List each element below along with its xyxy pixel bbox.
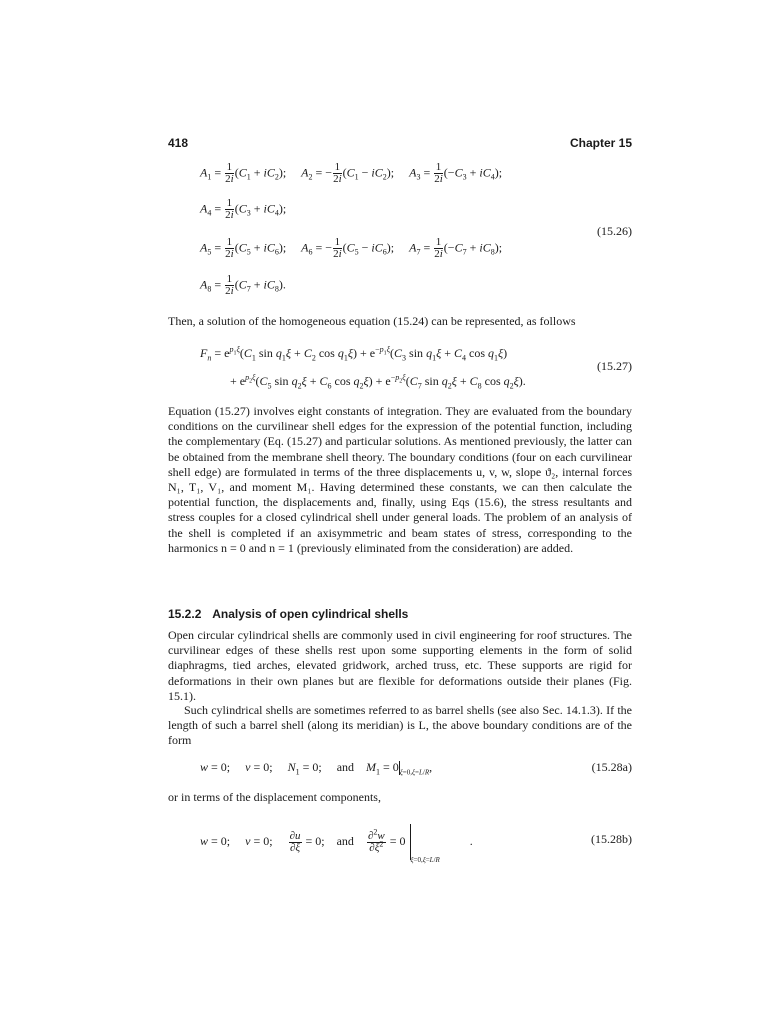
paragraph-main: Equation (15.27) involves eight constants of integration. They are evaluated from the boundary conditions on the curvilinear shell edges for the expression of the potential function, including the complementary (Eq. (15.27) and particular solutions. As mentioned previously, the latter can be obtained from the membrane shell theory. The boundary conditions (four on each curvilinear shell edge) are formulated in terms of the three displacements u, v, w, slope ϑ₂, internal forces N₁, T₁, V₁, and moment M₁. Having determined these constants, we can then calculate the potential function, the displacements and, finally, using Eqs (15.6), the stress resultants and stress couples for a closed cylindrical shell under general loads. The problem of an analysis of the shell is completed if an axisymmetric and beam states of stress, corresponding to the harmonics n = 0 and n = 1 (previously eliminated from the consideration) are added. [168, 404, 632, 555]
eq-15-26-row-1: $A_1$ = $\frac{1}{2i}$ $(C_1 + iC_2)$; $A_2$ = − $\frac{1}{2i}$ $(C_1 - iC_2)$; $A_3$ = $\frac{1}{2i}$ $(-C_3 + iC_4)$; [200, 161, 503, 185]
equation-15-28a [168, 760, 632, 780]
eq-15-28b-body: w = 0; v = 0; $\frac{\partial u}{\partial\xi}$ = 0; and $\frac{\partial^2w}{\partial\xi^2}$ = $0_{\xi=0,\xi=L/R}$ . [200, 824, 473, 860]
paragraph-open-1: Open circular cylindrical shells are commonly used in civil engineering for roof structures. The curvilinear edges of these shells rest upon some supporting elements in the form of solid diaphragms, tied arches, elevated gridwork, arched truss, etc. These supports are rigid for deformations in their own planes but are flexible for deformations outside their planes (Fig. 15.1). [168, 628, 632, 703]
equation-number: (15.27) [597, 359, 632, 373]
page-header [168, 136, 632, 154]
conjunction-and: and [336, 760, 355, 774]
chapter-label: Chapter 15 [569, 136, 632, 150]
equation-15-26 [168, 162, 632, 302]
equation-15-28b [168, 820, 632, 868]
equation-number: (15.28b) [591, 832, 632, 846]
equation-number: (15.28a) [591, 760, 632, 774]
eq-15-26-row-2: $A_4$ = $\frac{1}{2i}$ $(C_3 + iC_4)$; [200, 197, 287, 221]
section-number: 15.2.2 [168, 607, 202, 621]
eq-15-26-row-4: $A_8$ = $\frac{1}{2i}$ $(C_7 + iC_8)$. [200, 273, 286, 297]
paragraph-displacement: or in terms of the displacement components, [168, 790, 381, 804]
eq-15-27-row-2: + $e^{p_2\xi}(C_5$ $\sin q_2\xi + C_6$ $\cos q_2\xi) + e^{-p_2\xi}(C_7$ $\sin q_2\xi + C_8$ $\cos q_2\xi$). [230, 373, 526, 391]
section-title: Analysis of open cylindrical shells [212, 607, 409, 621]
equation-15-27 [168, 346, 632, 392]
page-number: 418 [168, 136, 189, 150]
eq-15-28a-body: w = 0; v = 0; $N_1 = 0$; and $M_1 = 0_{\xi=0,\xi=L/R}$, [200, 760, 433, 777]
paragraph-intro: Then, a solution of the homogeneous equation (15.24) can be represented, as follows [168, 314, 576, 328]
section-heading [168, 607, 408, 621]
eq-15-26-row-3: $A_5$ = $\frac{1}{2i}$ $(C_5 + iC_6)$; $A_6$ = − $\frac{1}{2i}$ $(C_5 - iC_6)$; $A_7$ = $\frac{1}{2i}$ $(-C_7 + iC_8)$; [200, 236, 503, 260]
paragraph-open-2: Such cylindrical shells are sometimes referred to as barrel shells (see also Sec. 14.1.3). If the length of such a barrel shell (along its meridian) is L, the above boundary conditions are of the form [168, 703, 632, 748]
equation-number: (15.26) [597, 224, 632, 238]
conjunction-and: and [336, 833, 354, 848]
eq-15-27-row-1: $F_n = e^{p_1\xi}(C_1$ $\sin q_1\xi + C_2$ $\cos q_1\xi) + e^{-p_1\xi}(C_3$ $\sin q_1\xi + C_4$ $\cos q_1\xi$) [200, 345, 508, 363]
